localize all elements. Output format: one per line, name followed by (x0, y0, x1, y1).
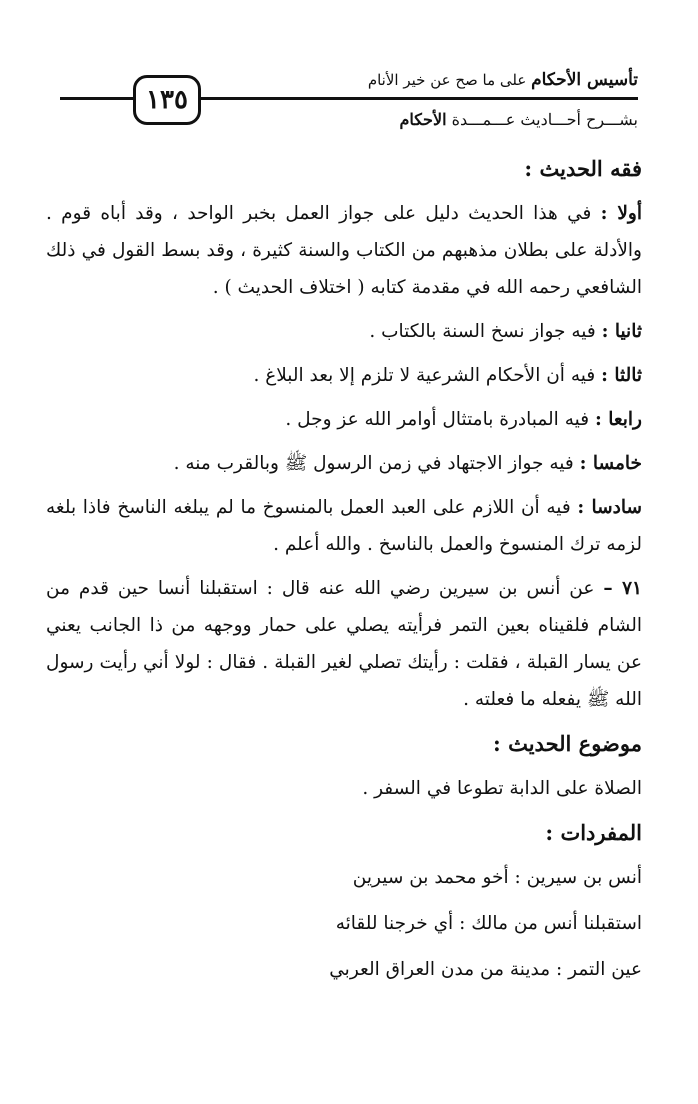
point-text: فيه أن الأحكام الشرعية لا تلزم إلا بعد البلاغ . (253, 365, 596, 386)
vocab-definition: أخو محمد بن سيرين (352, 867, 509, 888)
vocab-term: أنس بن سيرين : (514, 867, 642, 888)
fiqh-point-1 (46, 195, 642, 306)
point-label: رابعا : (594, 409, 642, 430)
vocab-definition: أي خرجنا للقائه (335, 913, 454, 934)
vocabulary-list (46, 859, 642, 988)
point-label: سادسا : (577, 497, 642, 518)
fiqh-point-5 (46, 445, 642, 482)
fiqh-point-4 (46, 401, 642, 438)
vocab-item (46, 859, 642, 896)
page-number: ١٣٥ (133, 75, 201, 125)
book-title (218, 70, 638, 90)
point-text: في هذا الحديث دليل على جواز العمل بخبر الواحد ، وقد أباه قوم . والأدلة على بطلان مذهبهم من الكتاب والسنة كثيرة ، وقد بسط القول في ذلك الشافعي رحمه الله في مقدمة كتابه ( اختلاف الحديث ) . (46, 203, 642, 298)
point-text: فيه جواز نسخ السنة بالكتاب . (369, 321, 596, 342)
vocabulary-heading: المفردات : (545, 820, 642, 845)
point-label: خامسا : (579, 453, 642, 474)
hadith-text: عن أنس بن سيرين رضي الله عنه قال : استقبلنا أنسا حين قدم من الشام فلقيناه بعين التمر فرأيته يصلي على حمار ووجهه من ذا الجانب يعني عن يسار القبلة ، فقلت : رأيتك تصلي لغير القبلة . فقال : لولا أني رأيت رسول الله ﷺ يفعله ما فعلته . (46, 578, 642, 710)
book-title-bold: تأسيس الأحكام (531, 70, 638, 90)
point-text: فيه جواز الاجتهاد في زمن الرسول ﷺ وبالقرب منه . (173, 453, 574, 474)
point-text: فيه أن اللازم على العبد العمل بالمنسوخ ما لم يبلغه الناسخ فاذا بلغه لزمه ترك المنسوخ والعمل بالناسخ . والله أعلم . (46, 497, 642, 555)
vocab-term: عين التمر : (556, 959, 642, 980)
topic-text: الصلاة على الدابة تطوعا في السفر . (362, 778, 642, 799)
fiqh-point-6 (46, 489, 642, 563)
vocab-definition: مدينة من مدن العراق العربي (329, 959, 551, 980)
book-subtitle (278, 110, 638, 129)
vocab-item (46, 951, 642, 988)
fiqh-point-3 (46, 357, 642, 394)
fiqh-point-2 (46, 313, 642, 350)
hadith-number: ٧١ – (603, 578, 642, 599)
vocab-term: استقبلنا أنس من مالك : (459, 913, 642, 934)
subtitle-prefix: بشـــرح أحـــاديث عـــمـــدة (451, 110, 638, 129)
vocab-item (46, 905, 642, 942)
subtitle-bold: الأحكام (399, 110, 447, 129)
point-text: فيه المبادرة بامتثال أوامر الله عز وجل . (285, 409, 590, 430)
point-label: ثانيا : (601, 321, 642, 342)
book-title-rest: على ما صح عن خير الأنام (367, 71, 527, 89)
hadith-71 (46, 570, 642, 718)
point-label: أولا : (600, 203, 642, 224)
point-label: ثالثا : (601, 365, 642, 386)
topic-heading: موضوع الحديث : (493, 731, 642, 756)
page-content (46, 150, 642, 997)
fiqh-heading: فقه الحديث : (524, 156, 642, 181)
